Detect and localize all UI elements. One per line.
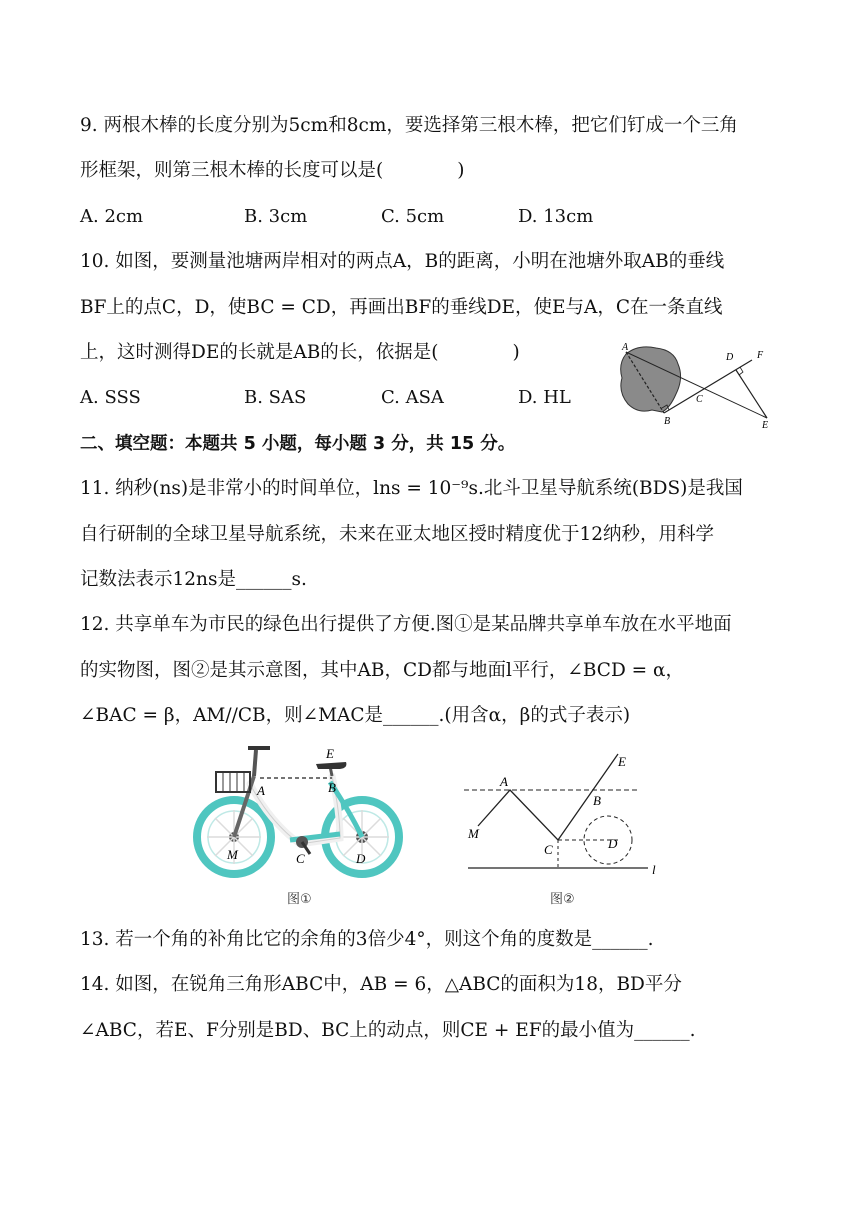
q14-line-2: ∠ABC，若E、F分别是BD、BC上的动点，则CE + EF的最小值为______.: [80, 1020, 696, 1041]
pond-figure: [612, 338, 787, 430]
q9-option-d: D. 13cm: [518, 206, 594, 227]
label-f: F: [757, 350, 764, 361]
diagram-label-e: E: [618, 754, 626, 769]
q9-option-b: B. 3cm: [244, 206, 308, 227]
q12-line-1: 12. 共享单车为市民的绿色出行提供了方便.图①是某品牌共享单车放在水平地面: [80, 614, 732, 635]
bike-label-d: D: [356, 851, 366, 866]
right-angle-d: [739, 367, 743, 375]
q11-line-3: 记数法表示12ns是______s.: [80, 569, 307, 590]
basket: [216, 772, 250, 792]
q11-line-2: 自行研制的全球卫星导航系统，未来在亚太地区授时精度优于12纳秒，用科学: [80, 524, 715, 545]
q11-line-1: 11. 纳秒(ns)是非常小的时间单位，lns = 10⁻⁹s.北斗卫星导航系统(BDS)是我国: [80, 478, 743, 499]
q10-option-b: B. SAS: [244, 387, 307, 408]
q13-line-1: 13. 若一个角的补角比它的余角的3倍少4°，则这个角的度数是______.: [80, 929, 654, 950]
q10-option-d: D. HL: [518, 387, 571, 408]
caption-figure-2: 图②: [550, 892, 575, 907]
q9-option-c: C. 5cm: [381, 206, 445, 227]
bike-label-b: B: [328, 780, 336, 795]
schematic-figure: [458, 742, 668, 882]
diagram-label-b: B: [593, 793, 601, 808]
q14-line-1: 14. 如图，在锐角三角形ABC中，AB = 6，△ABC的面积为18，BD平分: [80, 974, 682, 995]
q10-line-3: 上，这时测得DE的长就是AB的长，依据是( ): [80, 342, 520, 363]
q10-line-1: 10. 如图，要测量池塘两岸相对的两点A，B的距离，小明在池塘外取AB的垂线: [80, 251, 725, 272]
caption-figure-1: 图①: [287, 892, 312, 907]
q10-option-a: A. SSS: [80, 387, 141, 408]
q9-option-a: A. 2cm: [80, 206, 144, 227]
label-e: E: [762, 420, 769, 430]
diagram-label-d: D: [608, 836, 618, 851]
q10-option-c: C. ASA: [381, 387, 444, 408]
label-c: C: [696, 394, 703, 405]
label-b: B: [664, 416, 671, 427]
diagram-label-c: C: [544, 842, 553, 857]
bike-label-a: A: [257, 783, 265, 798]
pond-shape: [621, 347, 681, 412]
diagram-label-a: A: [500, 774, 508, 789]
bike-label-m: M: [227, 847, 238, 862]
bicycle-figure: [190, 742, 412, 880]
label-a: A: [622, 342, 629, 353]
q10-line-2: BF上的点C，D，使BC = CD，再画出BF的垂线DE，使E与A，C在一条直线: [80, 297, 723, 318]
q9-line-1: 9. 两根木棒的长度分别为5cm和8cm，要选择第三根木棒，把它们钉成一个三角: [80, 115, 738, 136]
diagram-label-l: l: [652, 862, 656, 877]
label-d: D: [726, 352, 734, 363]
q12-line-3: ∠BAC = β，AM//CB，则∠MAC是______.(用含α，β的式子表示): [80, 705, 631, 726]
section-2-heading: 二、填空题：本题共 5 小题，每小题 3 分，共 15 分。: [80, 434, 516, 454]
q12-line-2: 的实物图，图②是其示意图，其中AB，CD都与地面l平行，∠BCD = α，: [80, 660, 685, 681]
bike-label-e: E: [326, 746, 334, 761]
diagram-label-m: M: [468, 826, 479, 841]
bike-label-c: C: [296, 851, 305, 866]
q9-line-2: 形框架，则第三根木棒的长度可以是( ): [80, 160, 465, 181]
